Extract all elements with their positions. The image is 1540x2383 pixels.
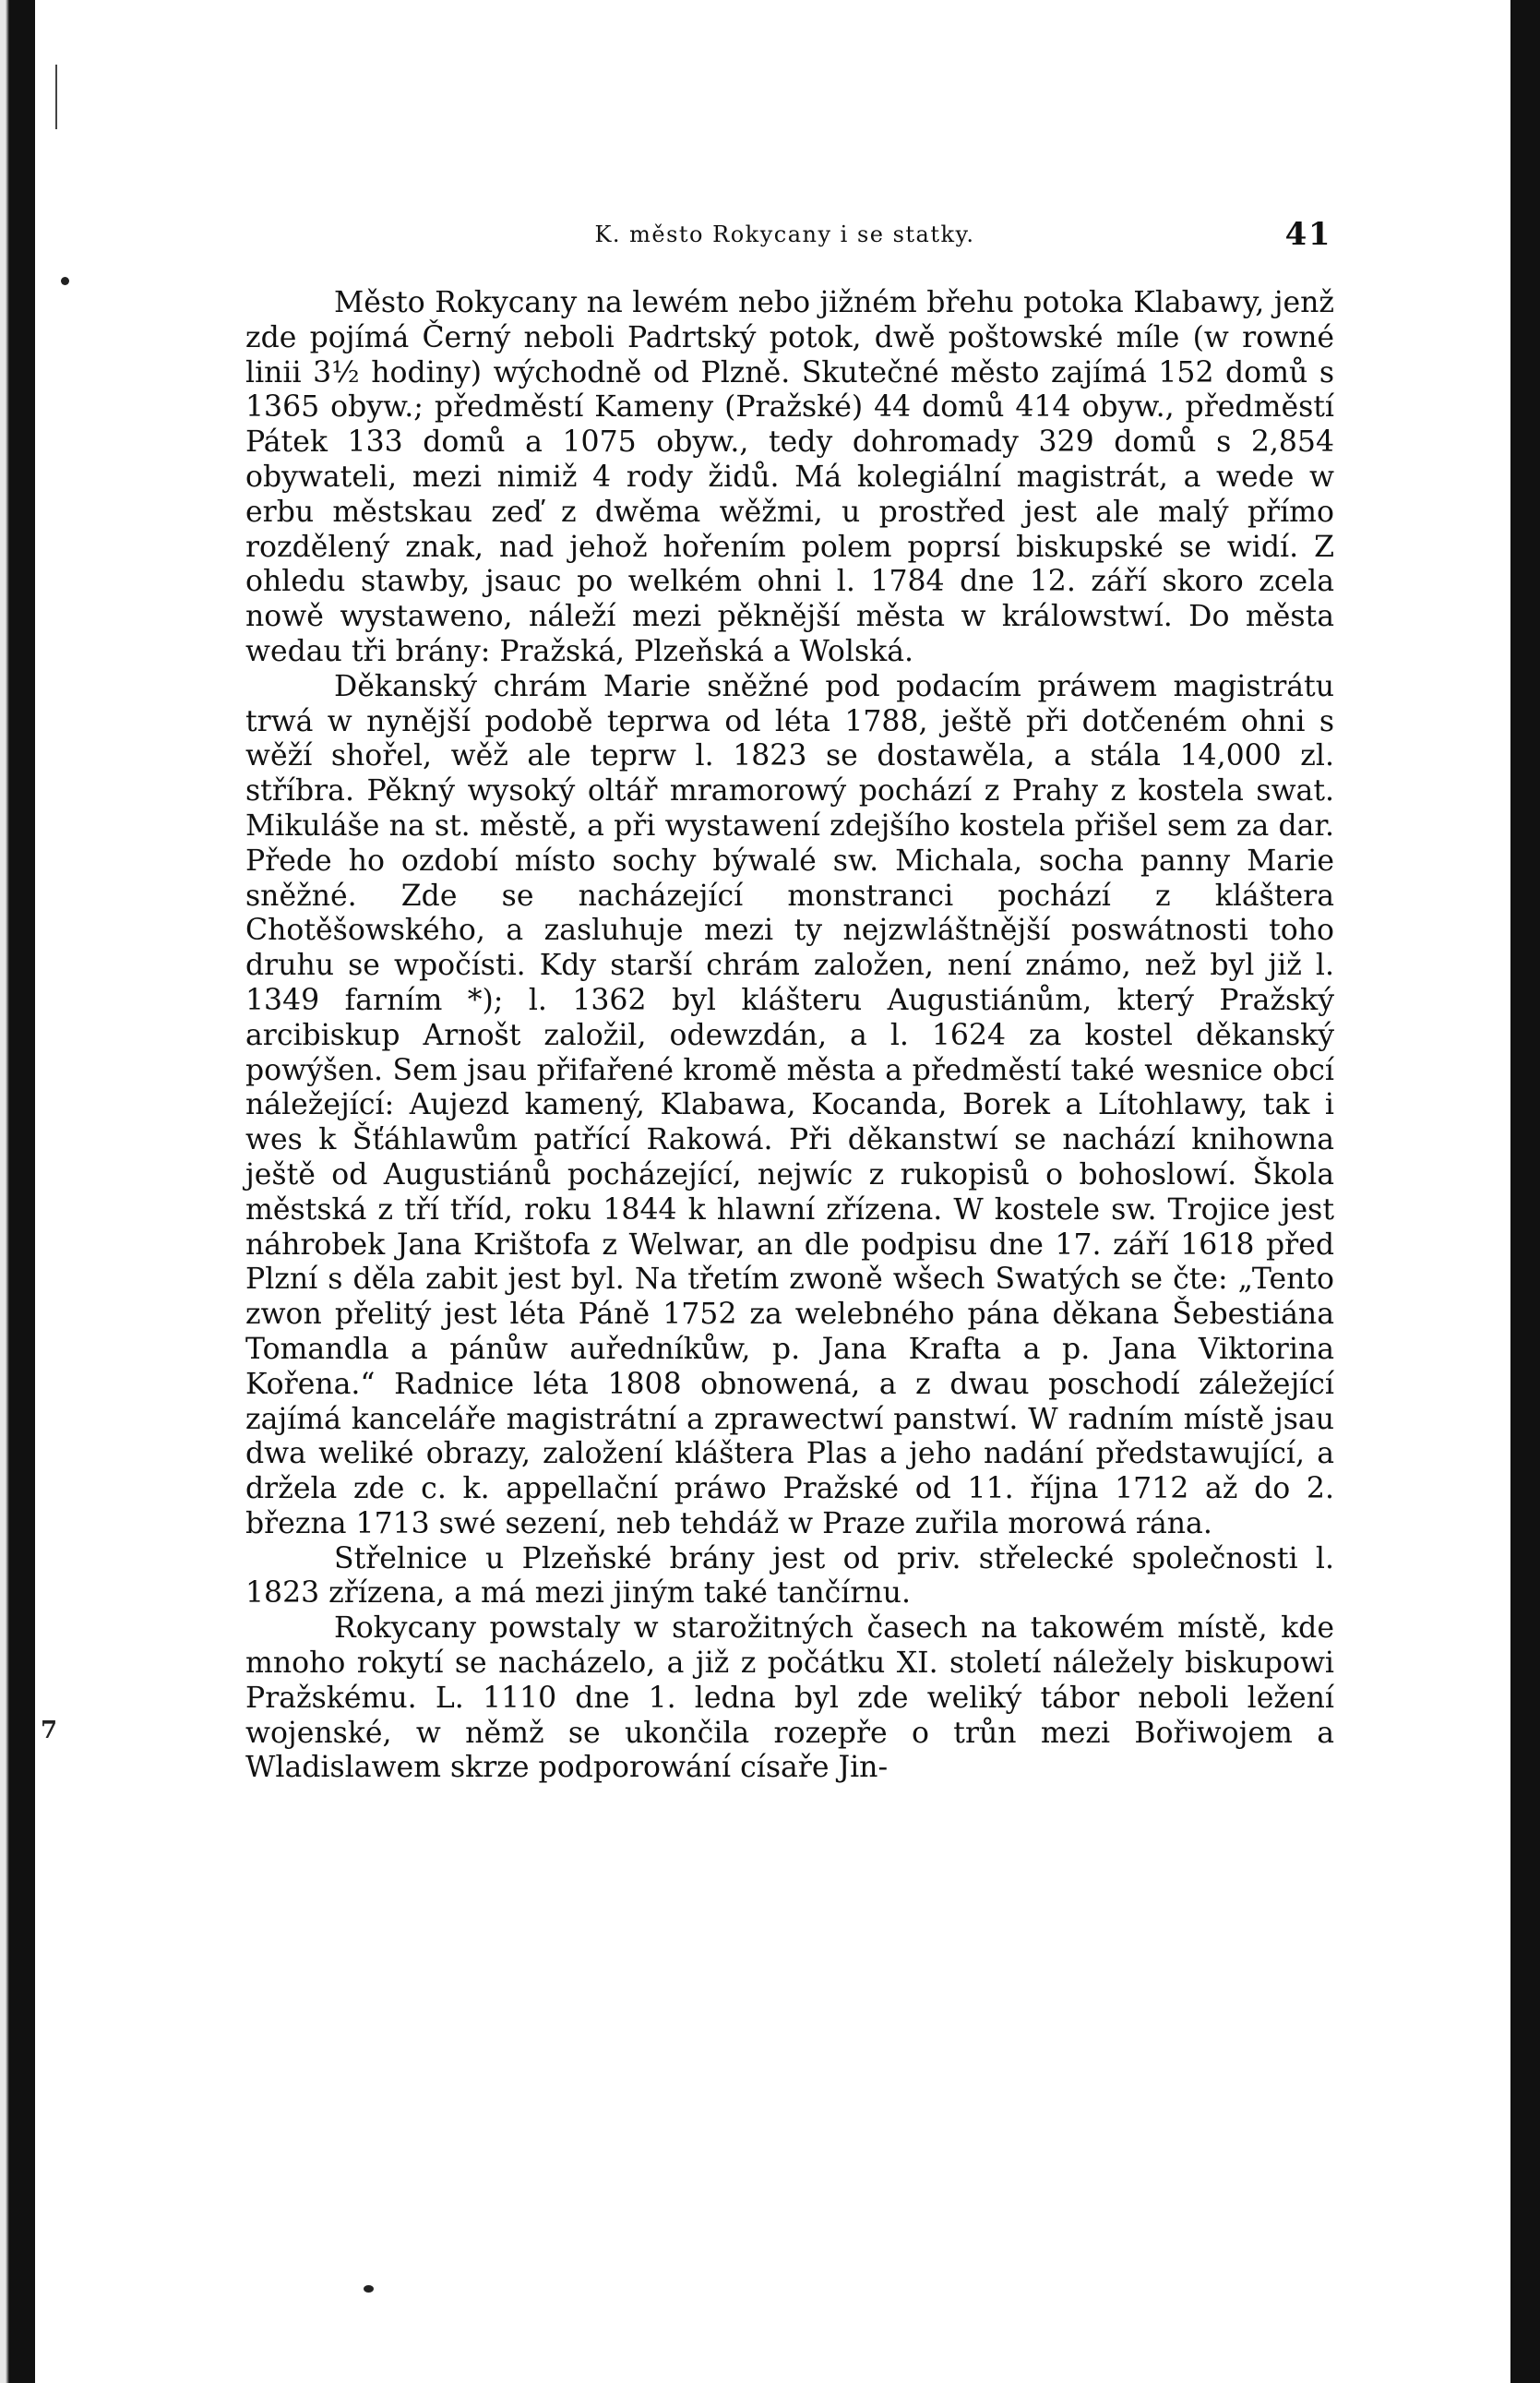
page-body [245, 286, 1334, 1786]
book-page [35, 0, 1510, 2383]
page-number: 41 [1284, 216, 1331, 253]
bottom-speck [364, 2285, 374, 2293]
margin-speck [61, 277, 69, 285]
paragraph-shooting-range: Střelnice u Plzeňské brány jest od priv. střelecké společnosti l. 1823 zřízena, a má mezi jiným také tančírnu. [245, 1541, 1334, 1611]
margin-mark: 7 [41, 1717, 58, 1744]
book-spine-edge [0, 0, 26, 2383]
page-header [238, 216, 1331, 258]
running-title: K. město Rokycany i se statky. [594, 222, 975, 247]
paragraph-town-description: Město Rokycany na lewém nebo jižném břehu potoka Klabawy, jenž zde pojímá Černý neboli Padrtský potok, dwě poštowské míle (w rowné linii 3½ hodiny) wýchodně od Plzně. Skutečné město zajímá 152 domů s 1365 obyw.; předměstí Kameny (Pražské) 44 domů 414 obyw., předměstí Pátek 133 domů a 1075 obyw., tedy dohromady 329 domů s 2,854 obywateli, mezi nimiž 4 rody židů. Má kolegiální magistrát, a wede w erbu městskau zeď z dwěma wěžmi, u prostřed jest ale malý přímo rozdělený znak, nad jehož hořením polem poprsí biskupské se widí. Z ohledu stawby, jsauc po welkém ohni l. 1784 dne 12. září skoro zcela nowě wystaweno, náleží mezi pěknější města w králowstwí. Do města wedau tři brány: Pražská, Plzeňská a Wolská. [245, 286, 1334, 668]
paragraph-town-history: Rokycany powstaly w starožitných časech na takowém místě, kde mnoho rokytí se nacházelo, a již z počátku XI. století náležely biskupowi Pražskému. L. 1110 dne 1. ledna byl zde weliký tábor neboli ležení wojenské, w němž se ukončila rozepře o trůn mezi Bořiwojem a Wladislawem skrze podporowání císaře Jin- [245, 1611, 1334, 1785]
paragraph-deanery-church: Děkanský chrám Marie sněžné pod podacím práwem magistrátu trwá w nynější podobě teprwa od léta 1788, ještě při dotčeném ohni s wěží shořel, wěž ale teprw l. 1823 se dostawěla, a stála 14,000 zl. stříbra. Pěkný wysoký oltář mramorowý pochází z Prahy z kostela swat. Mikuláše na st. městě, a při wystawení zdejšího kostela přišel sem za dar. Přede ho ozdobí místo sochy býwalé sw. Michala, socha panny Marie sněžné. Zde se nacházející monstranci pochází z kláštera Chotěšowského, a zasluhuje mezi ty nejzwláštnější poswátnosti toho druhu se wpočísti. Kdy starší chrám založen, není známo, než byl již l. 1349 farním *); l. 1362 byl klášteru Augustiánům, který Pražský arcibiskup Arnošt založil, odewzdán, a l. 1624 za kostel děkanský powýšen. Sem jsau přifařené kromě města a předměstí také wesnice obcí náležející: Aujezd kamený, Klabawa, Kocanda, Borek a Lítohlawy, tak i wes k Šťáhlawům patřící Rakowá. Při děkanstwí se nachází knihowna ještě od Augustiánů pocházející, nejwíc z rukopisů o bohoslowí. Škola městská z tří tříd, roku 1844 k hlawní zřízena. W kostele sw. Trojice jest náhrobek Jana Krištofa z Welwar, an dle podpisu dne 17. září 1618 před Plzní s děla zabit jest byl. Na třetím zwoně wšech Swatých se čte: „Tento zwon přelitý jest léta Páně 1752 za welebného pána děkana Šebestiána Tomandla a pánůw auředníkůw, p. Jana Krafta a p. Jana Viktorina Kořena.“ Radnice léta 1808 obnowená, a z dwau poschodí záležející zajímá kanceláře magistrátní a zprawectwí panstwí. W radním místě jsau dwa weliké obrazy, založení kláštera Plas a jeho nadání předstawující, a držela zde c. k. appellační práwo Pražské od 11. října 1712 až do 2. března 1713 swé sezení, neb tehdáž w Praze zuřila morowá rána. [245, 669, 1334, 1540]
margin-scratch [55, 65, 57, 129]
